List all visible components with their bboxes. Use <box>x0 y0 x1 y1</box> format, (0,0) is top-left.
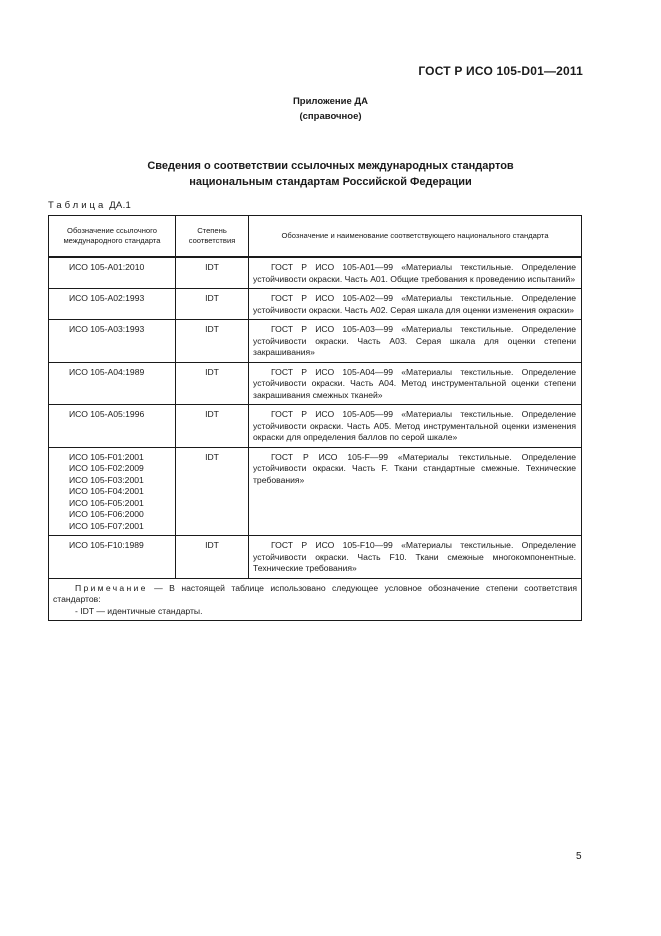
international-standard-code: ИСО 105-А03:1993 <box>69 324 145 334</box>
table-caption <box>48 200 131 211</box>
appendix-title: Приложение ДА <box>292 96 369 107</box>
table-row <box>49 447 582 536</box>
table-note-paragraph <box>53 583 577 606</box>
table-row <box>49 257 582 289</box>
table-note-text: — В настоящей таблице использовано следующее условное обозначение степени соответствия стандартов: <box>53 582 578 604</box>
international-standard-code: ИСО 105-А05:1996 <box>69 409 145 419</box>
international-standard-code: ИСО 105-F10:1989 <box>69 540 144 550</box>
international-standard-cell <box>49 289 176 320</box>
degree-cell: IDT <box>176 289 249 320</box>
degree-cell: IDT <box>176 257 249 289</box>
international-standard-cell <box>49 257 176 289</box>
table-row <box>49 405 582 448</box>
column-header-national-standard: Обозначение и наименование соответствующего национального стандарта <box>249 216 582 258</box>
national-standard-cell: ГОСТ Р ИСО 105-А02—99 «Материалы текстильные. Определение устойчивости окраски. Часть А02. Серая шкала для оценки изменения окраски» <box>249 289 582 320</box>
table-row <box>49 289 582 320</box>
international-standard-cell <box>49 320 176 363</box>
international-standard-code: ИСО 105-F04:2001 <box>69 486 144 496</box>
table-caption-word: Таблица <box>48 200 107 211</box>
table-note-row <box>49 578 582 621</box>
section-title-line-2: национальным стандартам Российской Федерации <box>189 176 472 188</box>
international-standard-cell <box>49 362 176 405</box>
international-standard-code: ИСО 105-F02:2009 <box>69 463 144 473</box>
national-standard-cell: ГОСТ Р ИСО 105-F—99 «Материалы текстильные. Определение устойчивости окраски. Часть F. Ткани стандартные смежные. Технические требования» <box>249 447 582 536</box>
section-title-line-1: Сведения о соответствии ссылочных международных стандартов <box>147 160 514 172</box>
appendix-heading <box>0 94 661 124</box>
national-standard-cell: ГОСТ Р ИСО 105-F10—99 «Материалы текстильные. Определение устойчивости окраски. Часть F10. Ткани смежные многокомпонентные. Технические требования» <box>249 536 582 579</box>
degree-cell: IDT <box>176 320 249 363</box>
document-designation: ГОСТ Р ИСО 105-D01—2011 <box>418 64 583 78</box>
international-standard-cell <box>49 447 176 536</box>
international-standard-code: ИСО 105-А02:1993 <box>69 293 145 303</box>
page-number: 5 <box>576 851 582 862</box>
international-standard-code: ИСО 105-F07:2001 <box>69 520 144 531</box>
correspondence-table <box>48 215 582 621</box>
national-standard-cell: ГОСТ Р ИСО 105-А05—99 «Материалы текстильные. Определение устойчивости окраски. Часть А05. Метод инструментальной оценки изменения окраски для определения баллов по серой шкале» <box>249 405 582 448</box>
national-standard-cell: ГОСТ Р ИСО 105-А04—99 «Материалы текстильные. Определение устойчивости окраски. Часть А04. Метод инструментальной оценки степени закрашивания смежных тканей» <box>249 362 582 405</box>
table-note <box>49 578 582 621</box>
international-standard-code: ИСО 105-F01:2001 <box>69 451 144 462</box>
section-title <box>0 158 661 190</box>
appendix-subtitle: (справочное) <box>299 111 362 122</box>
degree-cell: IDT <box>176 405 249 448</box>
table-caption-number: ДА.1 <box>109 200 132 211</box>
international-standard-code: ИСО 105-А04:1989 <box>69 366 145 377</box>
degree-cell: IDT <box>176 362 249 405</box>
column-header-international-standard: Обозначение ссылочного международного стандарта <box>49 216 176 258</box>
international-standard-code: ИСО 105-А01:2010 <box>69 262 145 272</box>
column-header-degree: Степень соответствия <box>176 216 249 258</box>
table-row <box>49 320 582 363</box>
international-standard-code: ИСО 105-F06:2000 <box>69 509 144 519</box>
national-standard-cell: ГОСТ Р ИСО 105-А01—99 «Материалы текстильные. Определение устойчивости окраски. Часть А01. Общие требования к проведению испытаний» <box>249 257 582 289</box>
table-note-item: - IDT — идентичные стандарты. <box>75 605 203 616</box>
national-standard-cell: ГОСТ Р ИСО 105-А03—99 «Материалы текстильные. Определение устойчивости окраски. Часть А03. Серая шкала для оценки степени закрашивания» <box>249 320 582 363</box>
international-standard-cell <box>49 405 176 448</box>
table-header-row <box>49 216 582 258</box>
degree-cell: IDT <box>176 447 249 536</box>
degree-cell: IDT <box>176 536 249 579</box>
international-standard-cell <box>49 536 176 579</box>
international-standard-code: ИСО 105-F03:2001 <box>69 474 144 485</box>
table-row <box>49 536 582 579</box>
table-row <box>49 362 582 405</box>
international-standard-code: ИСО 105-F05:2001 <box>69 497 144 508</box>
table-note-lead: Примечание <box>75 582 148 593</box>
